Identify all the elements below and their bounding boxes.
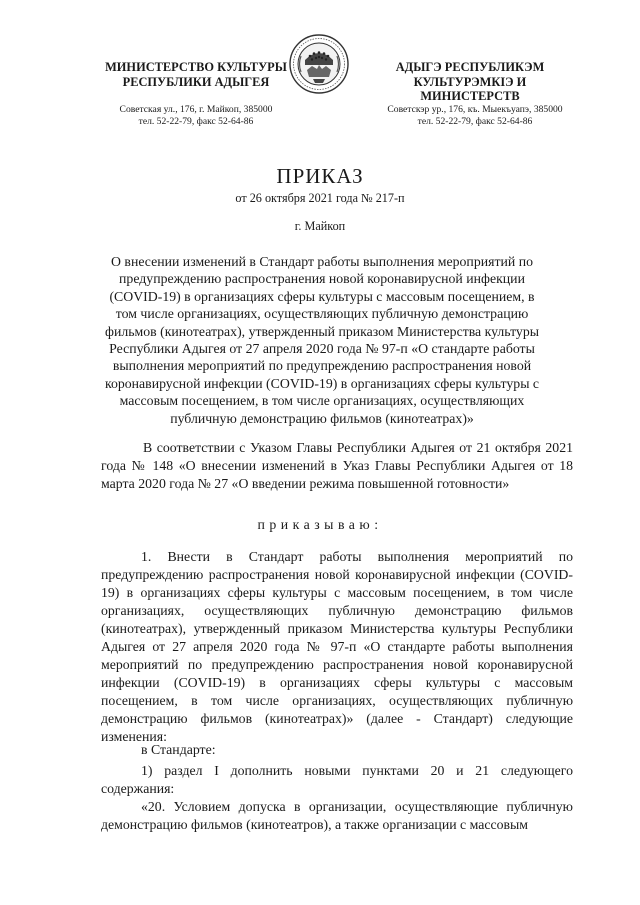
adygea-coat-of-arms-icon	[288, 32, 350, 96]
ministry-right-line1: АДЫГЭ РЕСПУБЛИКЭМ	[395, 60, 545, 74]
address-right-line2: тел. 52-22-79, факс 52-64-86	[417, 116, 533, 127]
ministry-right-line2: КУЛЬТУРЭМКIЭ И МИНИСТЕРСТВ	[413, 74, 527, 103]
ministry-left-line1: МИНИСТЕРСТВО КУЛЬТУРЫ	[105, 60, 287, 74]
point-1-paragraph: 1. Внести в Стандарт работы выполнения мероприятий по предупреждению распространения новой коронавирусной инфекции (COVID-19) в организациях сферы культуры с массовым посещением, в том числе организациях, осуществляющих публичную демонстрацию фильмов (кинотеатрах), утвержденный приказом Министерства культуры Республики Адыгея от 27 апреля 2020 года № 97-п «О стандарте работы выполнения мероприятий по предупреждению распространения новой коронавирусной инфекции (COVID-19) в организациях сферы культуры с массовым посещением, в том числе организациях, осуществляющих публичную демонстрацию фильмов (кинотеатрах)» (далее - Стандарт) следующие изменения:	[101, 549, 573, 744]
order-subject: О внесении изменений в Стандарт работы выполнения мероприятий по предупреждению распространения новой коронавирусной инфекции (COVID-19) в организациях сферы культуры с массовым посещением, в том числе организациях, осуществляющих публичную демонстрацию фильмов (кинотеатрах), утвержденный приказом Министерства культуры Республики Адыгея от 27 апреля 2020 года № 97-п «О стандарте работы выполнения мероприятий по предупреждению распространения новой коронавирусной инфекции (COVID-19) в организациях сферы культуры с массовым посещением, в том числе организациях, осуществляющих публичную демонстрацию фильмов (кинотеатрах)»	[104, 254, 540, 426]
address-left-line2: тел. 52-22-79, факс 52-64-86	[138, 116, 254, 127]
order-date: от 26 октября 2021 года № 217-п	[235, 191, 405, 205]
address-russian	[100, 104, 292, 128]
in-standard-line: в Стандарте:	[141, 742, 216, 757]
address-left-line1: Советская ул., 176, г. Майкоп, 385000	[119, 104, 273, 115]
letterhead	[0, 30, 640, 140]
intro-paragraph: В соответствии с Указом Главы Республики Адыгея от 21 октября 2021 года № 148 «О внесении изменений в Указ Главы Республики Адыгея от 18 марта 2020 года № 27 «О введении режима повышенной готовности»	[101, 440, 573, 491]
ministry-left-line2: РЕСПУБЛИКИ АДЫГЕЯ	[122, 74, 270, 89]
document-title: ПРИКАЗ	[276, 164, 364, 188]
prikazyvayu-heading: приказываю:	[257, 517, 383, 532]
ministry-name-russian	[100, 60, 292, 89]
ministry-name-adyghe	[366, 60, 574, 104]
address-adyghe	[386, 104, 564, 128]
subpoint-1-paragraph: 1) раздел I дополнить новыми пунктами 20 и 21 следующего содержания:	[101, 763, 573, 796]
address-right-line1: Советскэр ур., 176, къ. Мыекъуапэ, 385000	[387, 104, 563, 115]
city: г. Майкоп	[294, 219, 346, 233]
quote-point-20: «20. Условием допуска в организации, осуществляющие публичную демонстрацию фильмов (кинотеатров), а также организации с массовым	[101, 799, 573, 832]
